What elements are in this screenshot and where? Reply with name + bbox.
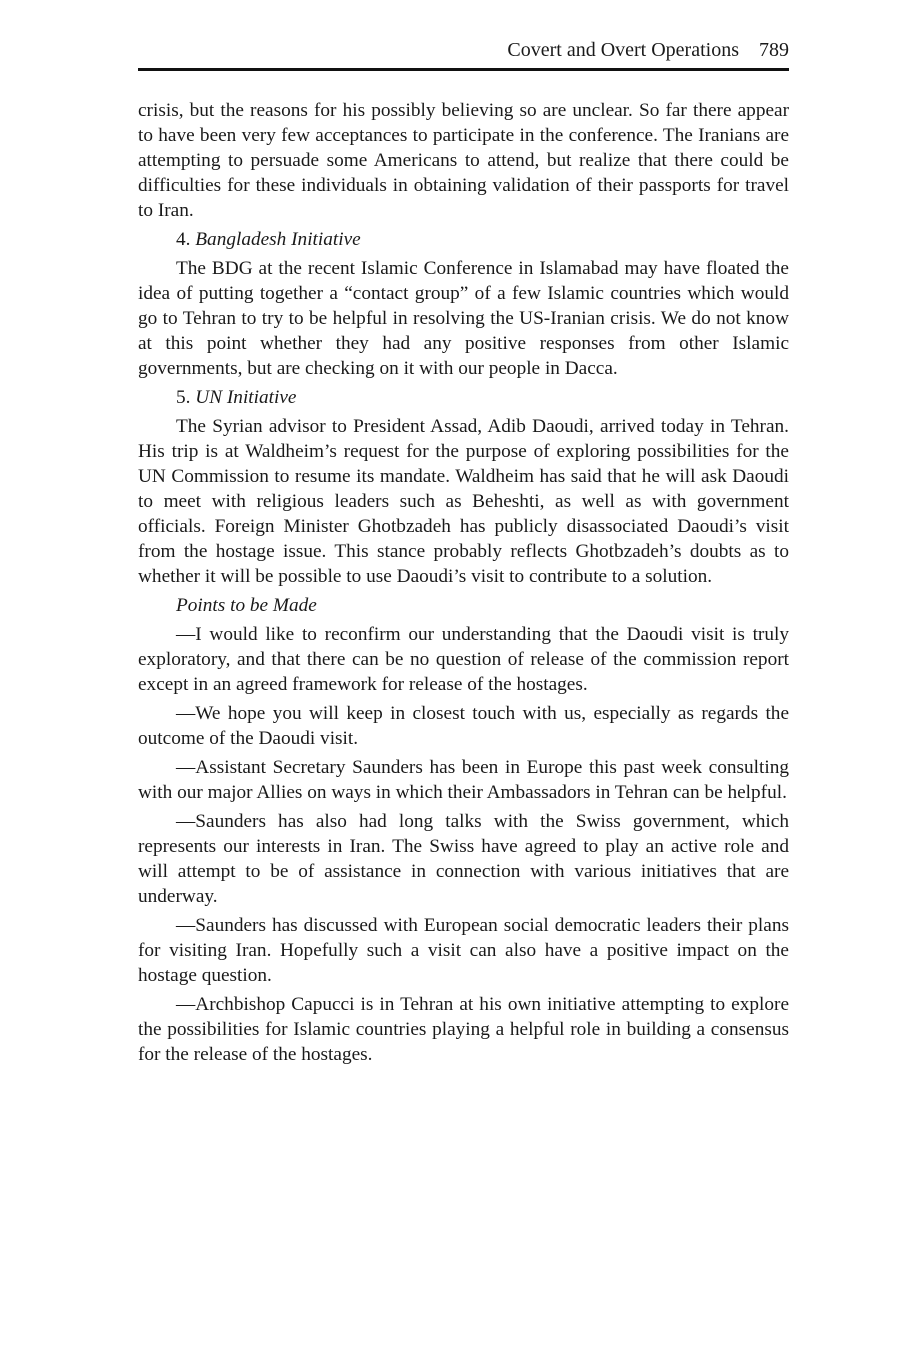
point-item: —I would like to reconfirm our understanding that the Daoudi visit is truly exploratory, and that there can be no question of release of the commission report except in an agreed framework for release of the hostages. — [138, 624, 789, 695]
paragraph-un: The Syrian advisor to President Assad, Adib Daoudi, arrived today in Tehran. His trip is at Waldheim’s request for the purpose of exploring possibilities for the UN Commission to resume its mandate. Waldheim has said that he will ask Daoudi to meet with religious leaders such as Beheshti, as well as with government officials. Foreign Minister Ghotbzadeh has publicly disassociated Daoudi’s visit from the hostage issue. This stance probably reflects Ghotbzadeh’s doubts as to whether it will be possible to use Daoudi’s visit to contribute to a solution. — [138, 416, 789, 587]
point-item: —Saunders has also had long talks with the Swiss government, which represents our interests in Iran. The Swiss have agreed to play an active role and will attempt to be of assistance in connection with various initiatives that are underway. — [138, 811, 789, 907]
page-body — [138, 98, 789, 1071]
paragraph-bangladesh: The BDG at the recent Islamic Conference in Islamabad may have floated the idea of putting together a “contact group” of a few Islamic countries which would go to Tehran to try to be helpful in resolving the US-Iranian crisis. We do not know at this point whether they had any positive responses from other Islamic governments, but are checking on it with our people in Dacca. — [138, 258, 789, 379]
running-header — [138, 34, 789, 68]
section-title: Bangladesh Initiative — [195, 229, 361, 250]
points-heading — [138, 593, 789, 618]
running-title: Covert and Overt Operations — [507, 39, 739, 61]
point-item: —Assistant Secretary Saunders has been in Europe this past week consulting with our major Allies on ways in which their Ambassadors in Tehran can be helpful. — [138, 757, 789, 803]
paragraph-continuation: crisis, but the reasons for his possibly believing so are unclear. So far there appear to have been very few acceptances to participate in the conference. The Iranians are attempting to persuade some Americans to attend, but realize that there could be difficulties for these individuals in obtaining validation of their passports for travel to Iran. — [138, 100, 789, 221]
section-number: 4. — [176, 229, 196, 250]
section-heading-un — [138, 385, 789, 410]
point-item: —Archbishop Capucci is in Tehran at his own initiative attempting to explore the possibilities for Islamic countries playing a helpful role in building a consensus for the release of the hostages. — [138, 994, 789, 1065]
point-item: —Saunders has discussed with European social democratic leaders their plans for visiting Iran. Hopefully such a visit can also have a positive impact on the hostage question. — [138, 915, 789, 986]
points-title: Points to be Made — [176, 595, 317, 616]
point-item: —We hope you will keep in closest touch with us, especially as regards the outcome of the Daoudi visit. — [138, 703, 789, 749]
header-rule — [138, 68, 789, 71]
page-number: 789 — [759, 39, 789, 61]
section-number: 5. — [176, 387, 196, 408]
section-heading-bangladesh — [138, 227, 789, 252]
section-title: UN Initiative — [195, 387, 297, 408]
